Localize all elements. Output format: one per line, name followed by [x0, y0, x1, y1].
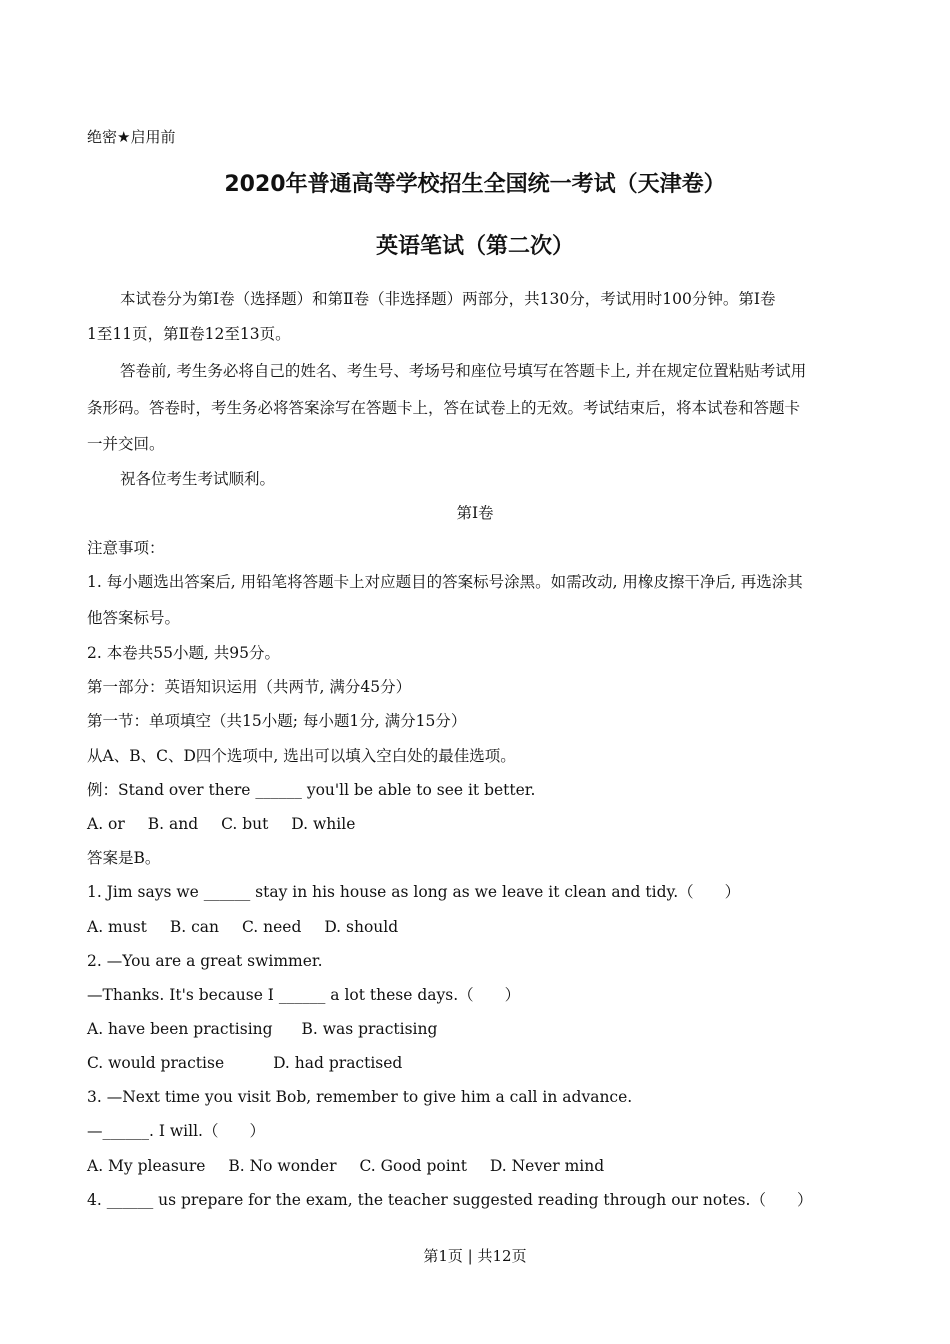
volume-heading: 第Ⅰ卷 [456, 504, 494, 522]
question-2-options-row-2 [87, 1052, 864, 1074]
question-1-stem: 1. Jim says we ______ stay in his house as long as we leave it clean and tidy.（ ） [87, 883, 741, 901]
question-2-option-b: B. was practising [301, 1020, 438, 1038]
question-3-option-d: D. Never mind [489, 1157, 605, 1175]
example-option-b: B. and [147, 815, 199, 833]
instruction-text: 从A、B、C、D四个选项中, 选出可以填入空白处的最佳选项。 [87, 747, 516, 765]
example-option-d: D. while [291, 815, 356, 833]
intro-paragraph-2-line-1: 答卷前, 考生务必将自己的姓名、考生号、考场号和座位号填写在答题卡上, 并在规定位置粘贴考试用 [120, 362, 807, 380]
question-3-option-b: B. No wonder [228, 1157, 337, 1175]
intro-paragraph-1-line-1: 本试卷分为第Ⅰ卷（选择题）和第Ⅱ卷（非选择题）两部分，共130分，考试用时100分钟。第Ⅰ卷 [120, 290, 776, 308]
question-1-options [87, 916, 864, 938]
example-option-a: A. or [87, 815, 125, 833]
example-answer: 答案是B。 [87, 849, 161, 867]
exam-subtitle: 英语笔试（第二次） [375, 234, 574, 259]
question-3-options [87, 1155, 864, 1177]
example-option-c: C. but [221, 815, 269, 833]
note-2: 2. 本卷共55小题, 共95分。 [87, 644, 281, 662]
question-1-option-c: C. need [241, 918, 302, 936]
note-1-line-2: 他答案标号。 [87, 609, 181, 627]
question-2-options-row-1 [87, 1018, 864, 1040]
question-3-stem: 3. —Next time you visit Bob, remember to give him a call in advance. [87, 1088, 633, 1106]
question-3-option-a: A. My pleasure [87, 1157, 206, 1175]
question-2-reply: —Thanks. It's because I ______ a lot these days.（ ） [87, 986, 521, 1004]
question-1-option-d: D. should [324, 918, 399, 936]
example-options [87, 813, 864, 835]
question-1-option-b: B. can [169, 918, 220, 936]
question-2-option-d: D. had practised [273, 1054, 403, 1072]
question-2-option-c: C. would practise [87, 1054, 225, 1072]
intro-paragraph-3: 祝各位考生考试顺利。 [120, 470, 276, 488]
question-3-reply: —______. I will.（ ） [87, 1122, 265, 1140]
notes-label: 注意事项： [87, 539, 165, 557]
question-3-option-c: C. Good point [359, 1157, 467, 1175]
example-question: 例：Stand over there ______ you'll be able to see it better. [87, 781, 536, 799]
question-1-option-a: A. must [87, 918, 147, 936]
intro-paragraph-1-line-2: 1至11页，第Ⅱ卷12至13页。 [87, 325, 291, 343]
exam-title: 2020年普通高等学校招生全国统一考试（天津卷） [224, 172, 726, 197]
page-footer: 第1页 | 共12页 [423, 1247, 527, 1265]
question-2-stem: 2. —You are a great swimmer. [87, 952, 323, 970]
question-2-option-a: A. have been practising [87, 1020, 273, 1038]
question-4-stem: 4. ______ us prepare for the exam, the teacher suggested reading through our notes.（ ） [87, 1191, 813, 1209]
section-1-heading: 第一节：单项填空（共15小题; 每小题1分, 满分15分） [87, 712, 467, 730]
intro-paragraph-2-line-3: 一并交回。 [87, 435, 165, 453]
secret-label: 绝密★启用前 [87, 128, 176, 146]
note-1-line-1: 1. 每小题选出答案后, 用铅笔将答题卡上对应题目的答案标号涂黑。如需改动, 用橡皮擦干净后, 再选涂其 [87, 573, 803, 591]
intro-paragraph-2-line-2: 条形码。答卷时，考生务必将答案涂写在答题卡上，答在试卷上的无效。考试结束后，将本试卷和答题卡 [87, 399, 801, 417]
part-1-heading: 第一部分：英语知识运用（共两节, 满分45分） [87, 678, 412, 696]
